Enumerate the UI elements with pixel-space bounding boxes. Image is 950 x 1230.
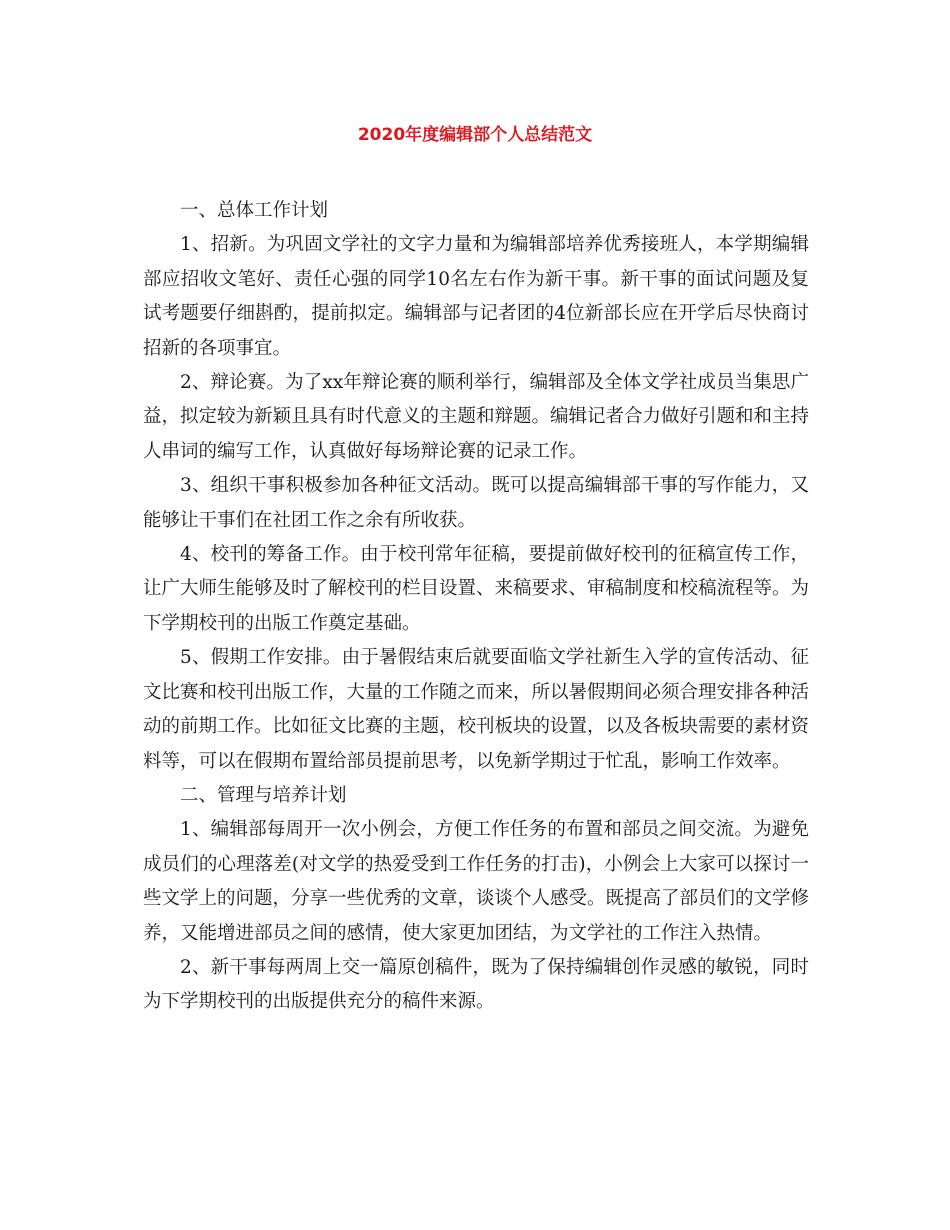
document-title: 2020年度编辑部个人总结范文	[357, 125, 593, 145]
section-heading: 一、总体工作计划	[180, 200, 329, 221]
paragraph: 1、编辑部每周开一次小例会，方便工作任务的布置和部员之间交流。为避免成员们的心理落差(对文学的热爱受到工作任务的打击)，小例会上大家可以探讨一些文学上的问题，分享一些优秀的文章，谈谈个人感受。既提高了部员们的文学修养，又能增进部员之间的感情，使大家更加团结，为文学社的工作注入热情。	[143, 819, 810, 944]
paragraph: 4、校刊的筹备工作。由于校刊常年征稿，要提前做好校刊的征稿宣传工作，让广大师生能够及时了解校刊的栏目设置、来稿要求、审稿制度和校稿流程等。为下学期校刊的出版工作奠定基础。	[143, 544, 810, 634]
document-body	[143, 194, 809, 1020]
paragraph: 3、组织干事积极参加各种征文活动。既可以提高编辑部干事的写作能力，又能够让干事们在社团工作之余有所收获。	[143, 475, 809, 531]
section-heading: 二、管理与培养计划	[180, 784, 347, 806]
paragraph: 5、假期工作安排。由于暑假结束后就要面临文学社新生入学的宣传活动、征文比赛和校刊出版工作，大量的工作随之而来，所以暑假期间必须合理安排各种活动的前期工作。比如征文比赛的主题，校刊板块的设置，以及各板块需要的素材资料等，可以在假期布置给部员提前思考，以免新学期过于忙乱，影响工作效率。	[143, 647, 810, 772]
paragraph: 1、招新。为巩固文学社的文字力量和为编辑部培养优秀接班人，本学期编辑部应招收文笔好、责任心强的同学10名左右作为新干事。新干事的面试问题及复试考题要仔细斟酌，提前拟定。编辑部与记者团的4位新部长应在开学后尽快商讨招新的各项事宜。	[143, 234, 809, 359]
paragraph: 2、新干事每两周上交一篇原创稿件，既为了保持编辑创作灵感的敏锐，同时为下学期校刊的出版提供充分的稿件来源。	[143, 956, 809, 1013]
paragraph: 2、辩论赛。为了xx年辩论赛的顺利举行，编辑部及全体文学社成员当集思广益，拟定较为新颖且具有时代意义的主题和辩题。编辑记者合力做好引题和和主持人串词的编写工作，认真做好每场辩论赛的记录工作。	[143, 372, 810, 462]
